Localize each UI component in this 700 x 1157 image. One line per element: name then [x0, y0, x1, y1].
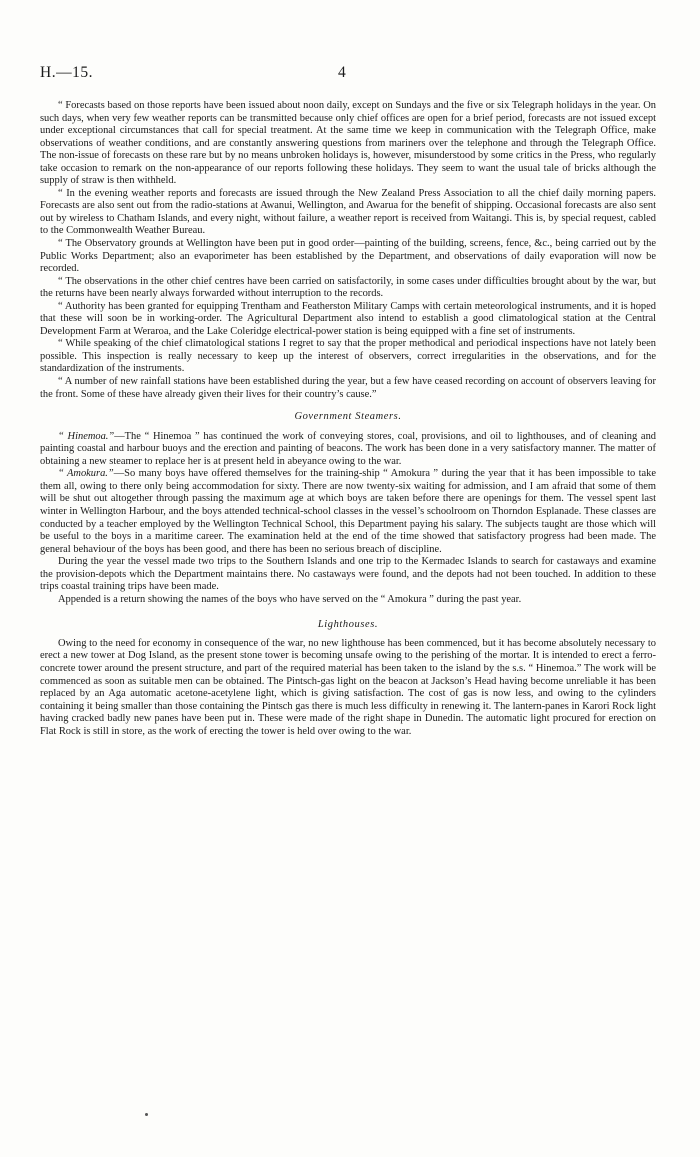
paragraph-rainfall-stations: “ A number of new rainfall stations have been established during the year, but a few have ceased recording on account of observers leaving for the front. Some of these have already given their lives for their country’s cause.”: [40, 376, 656, 400]
paragraph-inspections: “ While speaking of the chief climatological stations I regret to say that the proper methodical and periodical inspections have not lately been possible. This inspection is really necessary to keep up the interest of observers, correct irregularities in the observations, and for the standardization of the instruments.: [40, 338, 656, 375]
paragraph-amokura: [40, 468, 656, 556]
paragraph-vessel-trips: During the year the vessel made two trips to the Southern Islands and one trip to the Kermadec Islands to search for castaways and examine the provision-depots which the Department maintains there. No castaways were found, and the depots had not been touched. In addition to these trips coastal training trips have been made.: [40, 556, 656, 593]
paragraph-lighthouses: Owing to the need for economy in consequence of the war, no new lighthouse has been commenced, but it has become absolutely necessary to erect a new tower at Dog Island, as the present stone tower is becoming unsafe owing to the perishing of the mortar. It is intended to erect a ferro-concrete tower around the present structure, and part of the required material has been taken to the island by the s.s. “ Hinemoa.” The work will be commenced as soon as suitable men can be obtained. The Pintsch-gas light on the beacon at Jackson’s Head having become unreliable it has been replaced by an Aga automatic acetone-acetylene light, which is giving satisfaction. The cost of gas is now less, and owing to the cylinders containing it being smaller than those containing the Pintsch gas there is much less difficulty in renewing it. The lantern-panes in Karori Rock light having cracked badly new panes have been put in. These were made of the right shape in Dunedin. The automatic light procured for erection on Flat Rock is still in store, as the work of erecting the tower is held over owing to the war.: [40, 637, 656, 737]
amokura-text: —So many boys have offered themselves for the training-ship “ Amokura ” during the year that it has been impossible to take them all, owing to there only being accommodation for sixty. There are now twenty-six waiting for admission, and I am afraid that some of them will be shut out altogether through passing the maximum age at which boys are taken before there are openings for them. The vessel spent last winter in Wellington Harbour, and the boys attended technical-school classes in the vessel’s schoolroom on Thorndon Esplanade. These classes are conducted by a teacher employed by the Wellington Technical School, this Department paying his salary. The subjects taught are those which will be useful to the boys in a maritime career. The examination held at the end of the time showed that satisfactory progress had been made. The general behaviour of the boys has been good, and there has been no serious breach of discipline.: [40, 468, 656, 555]
page-body: [40, 100, 656, 738]
page-header: [40, 64, 656, 86]
section-title-lighthouses: Lighthouses.: [317, 619, 379, 631]
page-speck: [145, 1113, 148, 1116]
section-title-government-steamers: Government Steamers.: [294, 411, 402, 423]
document-id: H.—15.: [40, 64, 93, 81]
paragraph-appended-return: Appended is a return showing the names of the boys who have served on the “ Amokura ” during the past year.: [58, 593, 522, 605]
hinemoa-text: —The “ Hinemoa ” has continued the work of conveying stores, coal, provisions, and oil to lighthouses, and of cleaning and painting coastal and harbour buoys and the erection and painting of beacons. The work has been done in a very satisfactory manner. The matter of obtaining a new steamer to replace her is at present held in abeyance owing to the war.: [40, 430, 657, 467]
paragraph-other-centres: “ The observations in the other chief centres have been carried on satisfactorily, in some cases under difficulties brought about by the war, but the returns have been nearly always forwarded without interruption to the records.: [40, 275, 656, 300]
paragraph-observatory-grounds: “ The Observatory grounds at Wellington have been put in good order—painting of the building, screens, fence, &c., being carried out by the Public Works Department; also an evaporimeter has been established by the Department, and observations of daily evaporation will now be recorded.: [40, 238, 656, 275]
hinemoa-label: “ Hinemoa.”: [58, 430, 115, 442]
paragraph-hinemoa: [40, 431, 656, 469]
paragraph-evening-reports: “ In the evening weather reports and forecasts are issued through the New Zealand Press Association to all the chief daily morning papers. Forecasts are also sent out from the radio-stations at Awanui, Wellington, and Awarua for the benefit of shipping. Occasional forecasts are also sent out by wireless to Chatham Islands, and every night, without failure, a weather report is received from Waitangi. This is, by special request, cabled to the Commonwealth Weather Bureau.: [40, 187, 656, 237]
page-number: 4: [338, 64, 346, 81]
paragraph-forecasts: “ Forecasts based on those reports have been issued about noon daily, except on Sundays and the five or six Telegraph holidays in the year. On such days, when very few weather reports can be transmitted because only chief offices are open for a brief period, forecasts are not issued except under exceptional circumstances that call for special treatment. At the same time we keep in communication with the Telegraph Office, make observations of weather conditions, and are constantly answering questions from mariners over the telephone and through the Telegraph Office. The non-issue of forecasts on these rare but by no means unbroken holidays is, however, misunderstood by some critics in the Press, who regularly take occasion to remark on the non-appearance of our reports following these holidays. They seem to want the usual tale of bricks although the supply of straw is then withheld.: [40, 100, 656, 187]
amokura-label: “ Amokura.”: [58, 468, 114, 480]
paragraph-military-camps: “ Authority has been granted for equipping Trentham and Featherston Military Camps with certain meteorological instruments, and it is hoped that these will soon be in working-order. The Agricultural Department also intend to establish a good climatological station at the Central Development Farm at Weraroa, and the Lake Coleridge electrical-power station is being equipped with a fine set of instruments.: [40, 300, 656, 337]
